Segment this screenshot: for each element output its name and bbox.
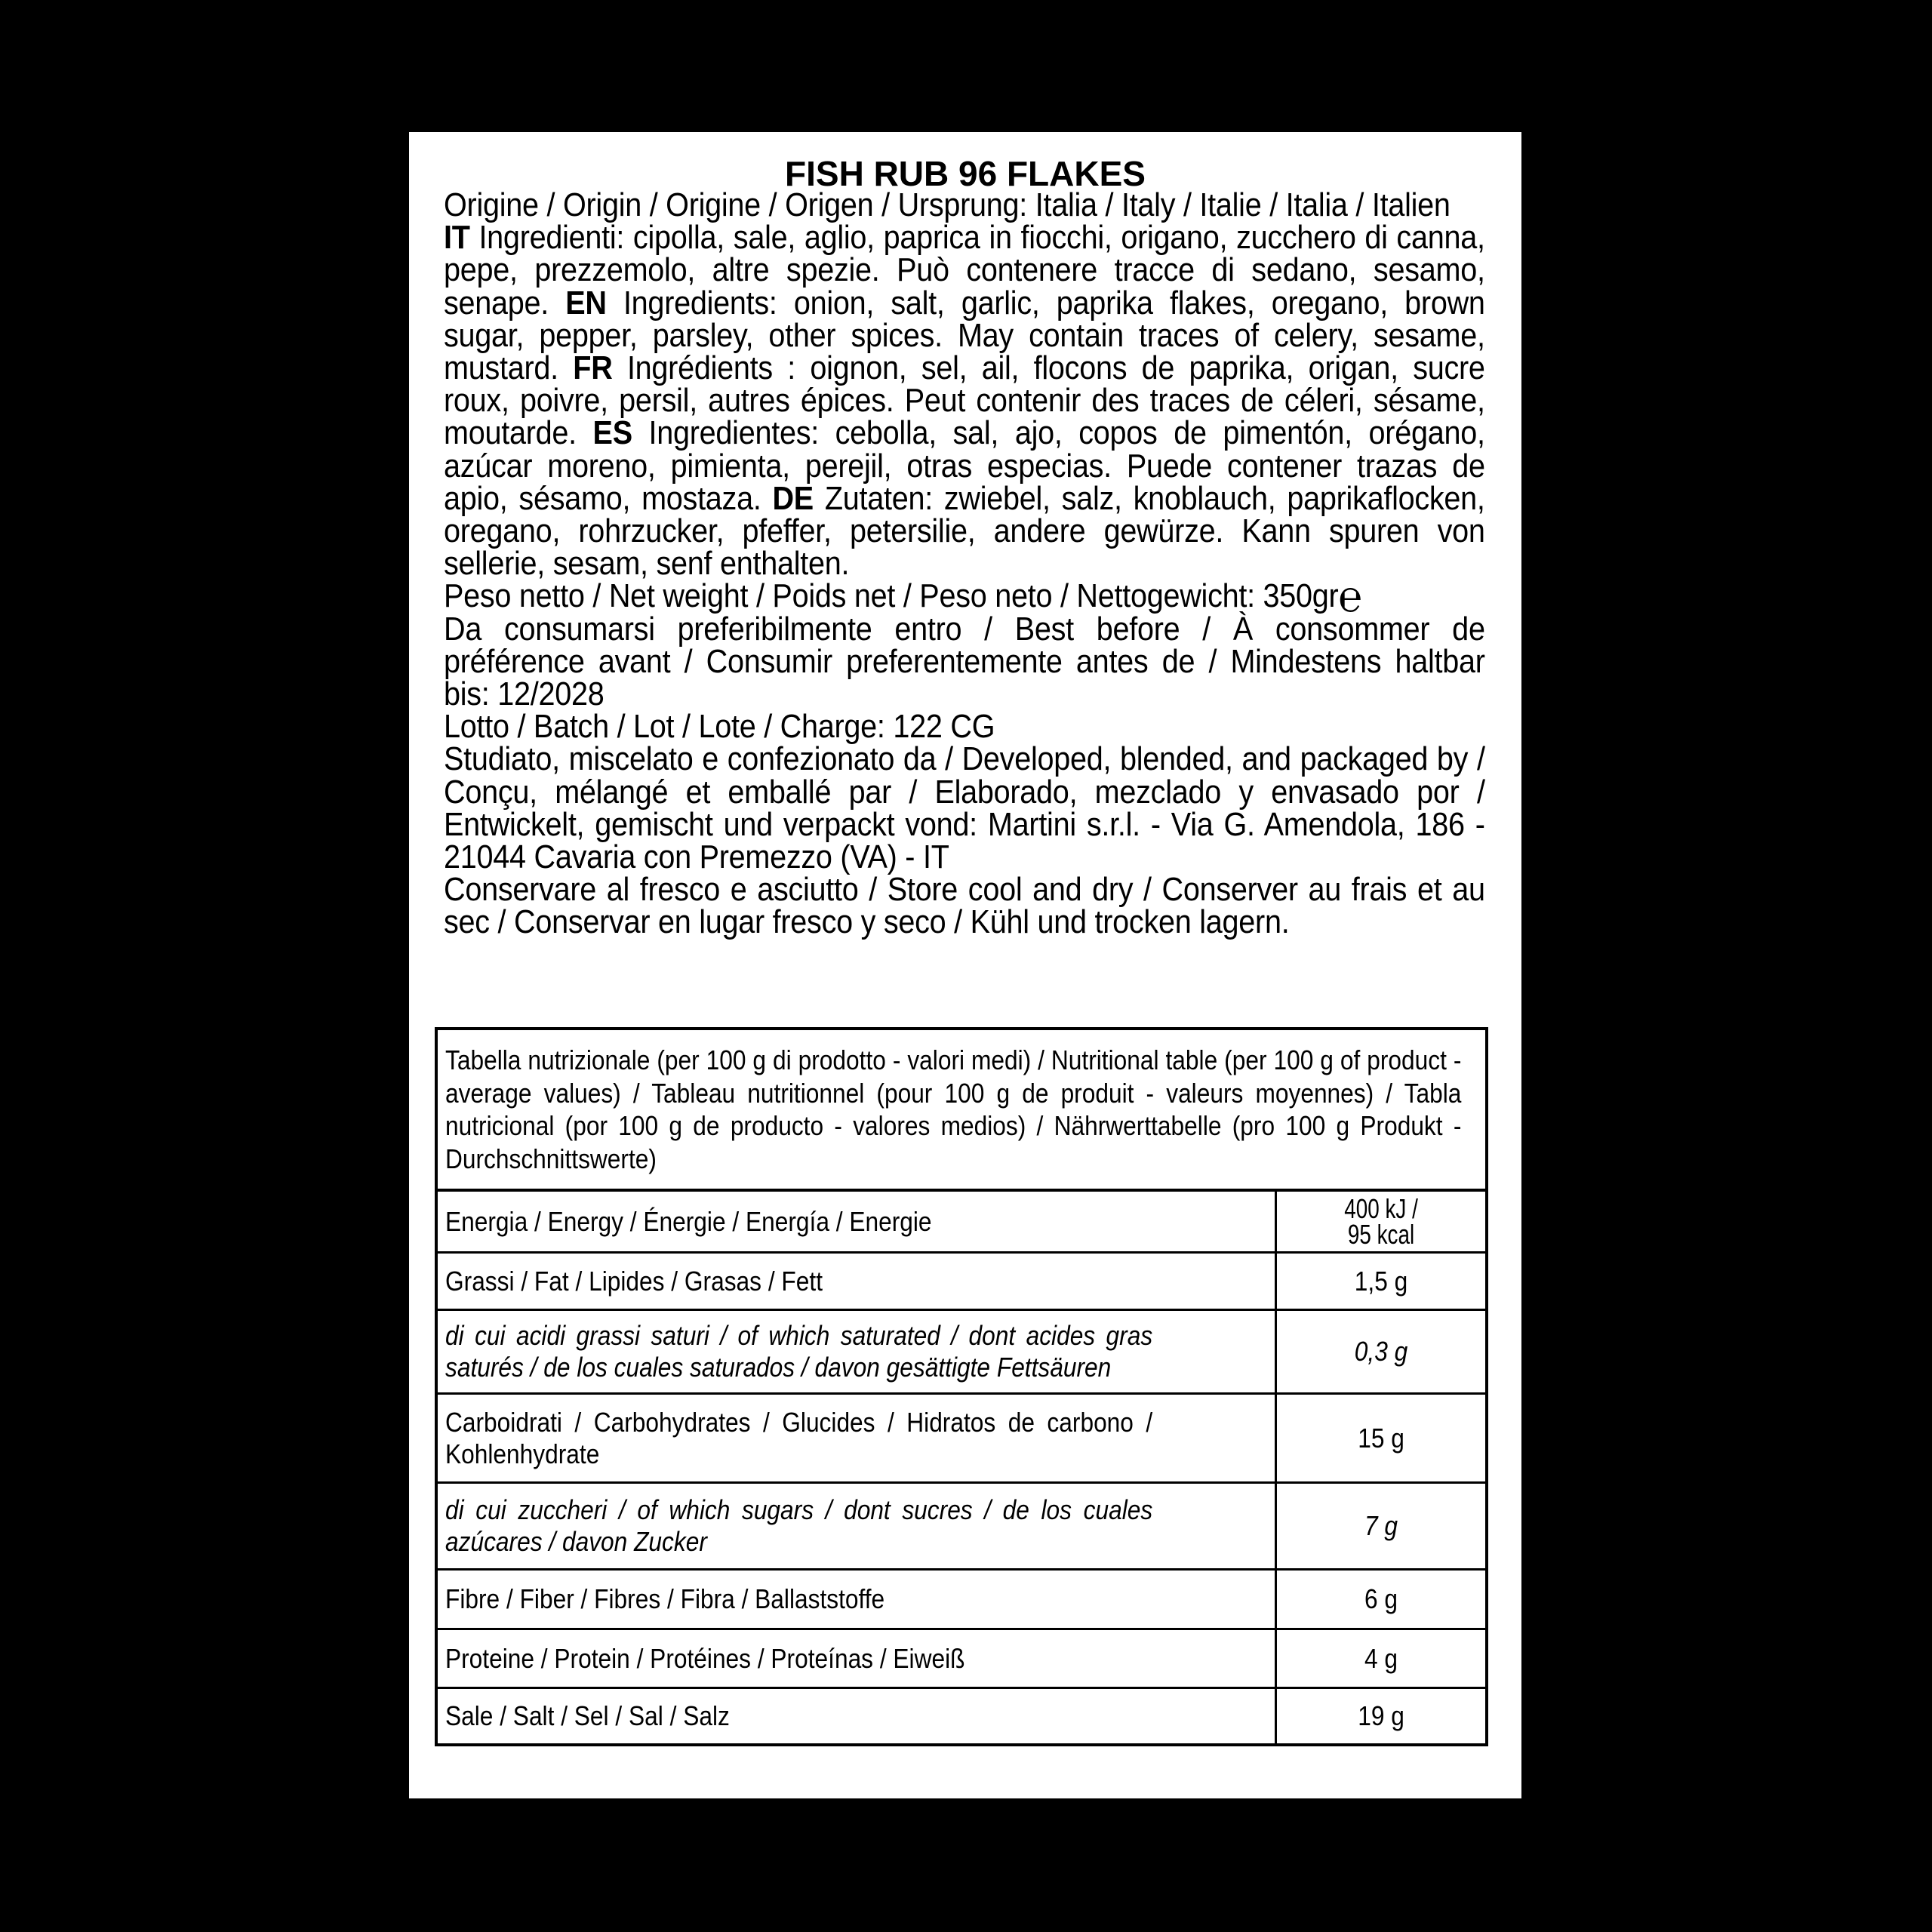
nutrient-value: 6 g: [1364, 1583, 1398, 1614]
lang-code-fr: FR: [573, 349, 613, 387]
nutrition-row-saturated: [438, 1311, 1485, 1395]
ingredients-it: Ingredienti: cipolla, sale, aglio, paprica in fiocchi, origano, zucchero di canna, pepe, prezzemolo, altre spezie. Può contenere tracce di sedano, sesamo, senape.: [444, 219, 1485, 321]
nutrition-row-fiber: [438, 1571, 1485, 1630]
nutrition-table-header: Tabella nutrizionale (per 100 g di prodotto - valori medi) / Nutritional table (per 100 g of product - average values) / Tableau nutritionnel (pour 100 g de produit - valeurs moyennes) / Tabla nutricional (por 100 g de producto - valores medios) / Nährwerttabelle (pro 100 g Produkt - Durchschnittswerte): [438, 1030, 1485, 1192]
nutrient-value: 1,5 g: [1354, 1265, 1408, 1297]
nutrition-row-sugars: [438, 1484, 1485, 1571]
producer-text: Studiato, miscelato e confezionato da / Developed, blended, and packaged by / Conçu, mélangé et emballé par / Elaborado, mezclado y envasado por / Entwickelt, gemischt und verpackt vond: Martini s.r.l. - Via G. Amendola, 186 - 21044 Cavaria con Premezzo (VA) - IT: [444, 740, 1485, 876]
nutrient-name: Fibre / Fiber / Fibres / Fibra / Ballaststoffe: [445, 1583, 885, 1614]
nutrient-value: 400 kJ / 95 kcal: [1344, 1192, 1418, 1250]
nutrition-row-fat: [438, 1254, 1485, 1311]
best-before-text: Da consumarsi preferibilmente entro / Best before / À consommer de préférence avant / Consumir preferentemente antes de / Mindestens haltbar bis: 12/2028: [444, 610, 1485, 713]
nutrition-table: [435, 1027, 1488, 1746]
batch-text: Lotto / Batch / Lot / Lote / Charge: 122 CG: [444, 708, 995, 746]
estimate-sign-icon: ℮: [1338, 571, 1362, 623]
ingredients-de: Zutaten: zwiebel, salz, knoblauch, paprikaflocken, oregano, rohrzucker, pfeffer, petersilie, andere gewürze. Kann spuren von sellerie, sesam, senf enthalten.: [444, 479, 1485, 583]
nutrient-name: Grassi / Fat / Lipides / Grasas / Fett: [445, 1265, 823, 1297]
ingredients-en: Ingredients: onion, salt, garlic, paprika flakes, oregano, brown sugar, pepper, parsley, other spices. May contain traces of celery, sesame, mustard.: [444, 284, 1485, 387]
lang-code-es: ES: [592, 414, 632, 452]
nutrient-name: Energia / Energy / Énergie / Energía / Energie: [445, 1205, 932, 1237]
nutrient-name: di cui zuccheri / of which sugars / dont sucres / de los cuales azúcares / davon Zucker: [445, 1494, 1153, 1557]
nutrition-row-energy: [438, 1192, 1485, 1254]
product-title: FISH RUB 96 FLAKES: [785, 154, 1146, 193]
nutrient-name: Carboidrati / Carbohydrates / Glucides / Hidratos de carbono / Kohlenhydrate: [445, 1406, 1153, 1469]
ingredients-es: Ingredientes: cebolla, sal, ajo, copos de pimentón, orégano, azúcar moreno, pimienta, perejil, otras especias. Puede contener trazas de apio, sésamo, mostaza.: [444, 414, 1485, 517]
nutrient-name: Proteine / Protein / Protéines / Proteínas / Eiweiß: [445, 1642, 965, 1674]
nutrition-row-carbohydrates: [438, 1395, 1485, 1484]
nutrient-value: 0,3 g: [1354, 1336, 1408, 1367]
lang-code-en: EN: [565, 284, 607, 321]
storage-text: Conservare al fresco e asciutto / Store cool and dry / Conserver au frais et au sec / Conservar en lugar fresco y seco / Kühl und trocken lagern.: [444, 871, 1485, 941]
ingredients-text: [444, 219, 1485, 583]
net-weight-line: [444, 571, 1485, 623]
nutrient-value: 4 g: [1364, 1642, 1398, 1674]
ingredients-fr: Ingrédients : oignon, sel, ail, flocons de paprika, origan, sucre roux, poivre, persil, autres épices. Peut contenir des traces de céleri, sésame, moutarde.: [444, 349, 1485, 452]
nutrient-name: di cui acidi grassi saturi / of which saturated / dont acides gras saturés / de los cuales saturados / davon gesättigte Fettsäuren: [445, 1320, 1153, 1383]
lang-code-de: DE: [772, 479, 814, 517]
nutrient-value: 15 g: [1358, 1422, 1404, 1454]
nutrient-value: 19 g: [1358, 1700, 1404, 1731]
product-label: [409, 132, 1521, 1798]
nutrition-row-protein: [438, 1630, 1485, 1689]
nutrient-value: 7 g: [1364, 1510, 1398, 1541]
net-weight-text: Peso netto / Net weight / Poids net / Peso neto / Nettogewicht: 350gr: [444, 577, 1339, 615]
nutrition-row-salt: [438, 1689, 1485, 1743]
origin-text: Origine / Origin / Origine / Origen / Ursprung: Italia / Italy / Italie / Italia / Italien: [444, 186, 1451, 223]
label-body: [444, 186, 1485, 941]
lang-code-it: IT: [444, 219, 470, 257]
nutrient-name: Sale / Salt / Sel / Sal / Salz: [445, 1700, 730, 1731]
